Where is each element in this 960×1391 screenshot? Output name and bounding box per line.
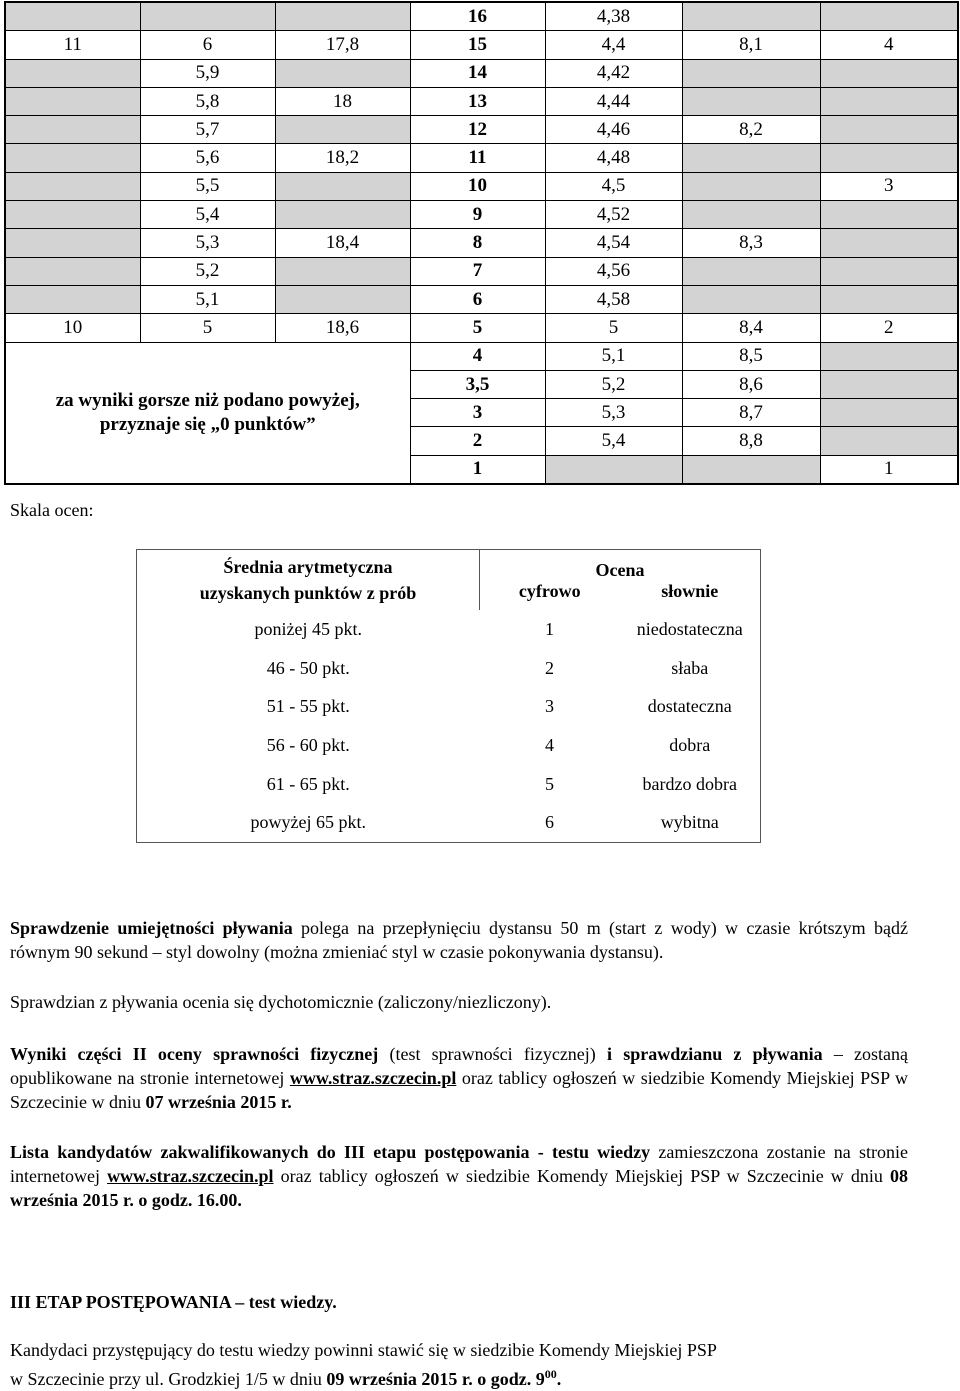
score-cell: 15 bbox=[410, 31, 545, 59]
grade-header-words: słownie bbox=[661, 581, 719, 601]
score-table-body bbox=[5, 2, 958, 484]
score-cell bbox=[820, 229, 958, 257]
results-text-3: oraz tablicy ogłoszeń w siedzibie Komendy Miejskiej PSP w Szczecinie w dniu bbox=[10, 1068, 908, 1112]
grade-header-group: Ocena bbox=[595, 560, 645, 580]
score-cell: 8,2 bbox=[682, 116, 820, 144]
score-cell: 11 bbox=[410, 144, 545, 172]
results-bold-1: Wyniki części II oceny sprawności fizycznej bbox=[10, 1044, 379, 1064]
score-cell: 5,4 bbox=[545, 427, 682, 455]
score-cell bbox=[820, 59, 958, 87]
stage-paragraph bbox=[10, 1338, 908, 1391]
score-cell: 3 bbox=[410, 399, 545, 427]
score-cell bbox=[5, 229, 140, 257]
score-row bbox=[5, 257, 958, 285]
score-cell bbox=[682, 2, 820, 31]
score-cell: 17,8 bbox=[275, 31, 410, 59]
grade-name: dostateczna bbox=[647, 696, 732, 717]
grade-range: 61 - 65 pkt. bbox=[266, 773, 350, 794]
score-note-line2: przyznaje się „0 punktów” bbox=[99, 413, 316, 435]
score-cell: 6 bbox=[410, 285, 545, 313]
stage-text-2: w Szczecinie przy ul. Grodzkiej 1/5 w dniu bbox=[10, 1369, 327, 1389]
score-cell: 4,46 bbox=[545, 116, 682, 144]
results-link[interactable]: www.straz.szczecin.pl bbox=[289, 1068, 457, 1088]
grade-name: niedostateczna bbox=[636, 618, 743, 639]
score-cell: 5,9 bbox=[140, 59, 275, 87]
score-cell bbox=[140, 2, 275, 31]
score-cell: 3 bbox=[820, 172, 958, 200]
results-date: 07 września 2015 r. bbox=[145, 1092, 292, 1112]
score-cell bbox=[682, 172, 820, 200]
list-link[interactable]: www.straz.szczecin.pl bbox=[107, 1166, 274, 1186]
score-cell: 18,6 bbox=[275, 314, 410, 342]
list-bold: Lista kandydatów zakwalifikowanych do III etapu postępowania - testu wiedzy bbox=[10, 1142, 651, 1162]
grade-number: 3 bbox=[545, 696, 554, 717]
list-paragraph bbox=[10, 1140, 908, 1212]
score-cell bbox=[5, 87, 140, 115]
grade-range: poniżej 45 pkt. bbox=[254, 618, 362, 639]
grade-name: bardzo dobra bbox=[642, 773, 737, 794]
score-cell bbox=[820, 399, 958, 427]
grade-range: 51 - 55 pkt. bbox=[266, 696, 350, 717]
grade-table bbox=[136, 549, 761, 843]
grade-header-row bbox=[137, 550, 761, 582]
grade-table-body bbox=[137, 550, 761, 843]
score-cell bbox=[682, 455, 820, 484]
swim-text: polega na przepłynięciu dystansu 50 m (start z wody) w czasie krótszym bądź równym 90 sekund – styl dowolny (można zmieniać styl w czasie pokonywania dystansu). bbox=[10, 918, 908, 962]
score-cell bbox=[682, 201, 820, 229]
grade-header-average-line1: Średnia arytmetyczna bbox=[223, 557, 393, 577]
results-paragraph bbox=[10, 1042, 908, 1114]
scale-label: Skala ocen: bbox=[10, 500, 94, 520]
stage-sup: 00 bbox=[544, 1367, 557, 1381]
score-row bbox=[5, 31, 958, 59]
list-date: 08 września 2015 r. o godz. 16.00. bbox=[10, 1166, 908, 1210]
score-cell bbox=[5, 116, 140, 144]
score-cell: 18,4 bbox=[275, 229, 410, 257]
score-cell bbox=[5, 285, 140, 313]
score-cell: 5 bbox=[140, 314, 275, 342]
score-cell: 8,8 bbox=[682, 427, 820, 455]
score-cell bbox=[5, 201, 140, 229]
score-row bbox=[5, 342, 958, 370]
score-cell: 4 bbox=[410, 342, 545, 370]
score-cell: 16 bbox=[410, 2, 545, 31]
stage-text-1: Kandydaci przystępujący do testu wiedzy powinni stawić się w siedzibie Komendy Miejskiej PSP bbox=[10, 1340, 717, 1360]
score-cell: 18,2 bbox=[275, 144, 410, 172]
score-cell: 5,4 bbox=[140, 201, 275, 229]
score-cell: 5,2 bbox=[140, 257, 275, 285]
score-cell bbox=[820, 342, 958, 370]
stage-end: . bbox=[556, 1369, 562, 1389]
score-cell bbox=[820, 285, 958, 313]
score-row bbox=[5, 144, 958, 172]
grade-range: 56 - 60 pkt. bbox=[266, 734, 350, 755]
score-cell bbox=[275, 257, 410, 285]
score-cell: 4 bbox=[820, 31, 958, 59]
grade-header-average-line2: uzyskanych punktów z prób bbox=[199, 583, 417, 603]
score-cell: 5,6 bbox=[140, 144, 275, 172]
score-cell: 4,4 bbox=[545, 31, 682, 59]
score-cell: 7 bbox=[410, 257, 545, 285]
score-cell: 1 bbox=[820, 455, 958, 484]
grade-header-numeric: cyfrowo bbox=[518, 581, 581, 601]
grade-row bbox=[137, 687, 761, 726]
score-cell: 18 bbox=[275, 87, 410, 115]
score-note bbox=[5, 342, 410, 484]
score-cell: 8,3 bbox=[682, 229, 820, 257]
score-cell: 1 bbox=[410, 455, 545, 484]
score-row bbox=[5, 201, 958, 229]
score-cell bbox=[275, 2, 410, 31]
score-cell bbox=[275, 201, 410, 229]
score-cell: 4,52 bbox=[545, 201, 682, 229]
score-cell bbox=[820, 87, 958, 115]
score-cell: 5,1 bbox=[545, 342, 682, 370]
score-row bbox=[5, 116, 958, 144]
score-cell: 3,5 bbox=[410, 370, 545, 398]
score-cell bbox=[820, 144, 958, 172]
score-cell bbox=[820, 201, 958, 229]
score-cell: 10 bbox=[410, 172, 545, 200]
stage-heading: III ETAP POSTĘPOWANIA – test wiedzy. bbox=[10, 1292, 337, 1312]
score-cell bbox=[820, 427, 958, 455]
score-cell bbox=[275, 59, 410, 87]
grade-number: 2 bbox=[545, 657, 554, 678]
score-cell bbox=[275, 116, 410, 144]
score-cell bbox=[5, 2, 140, 31]
grade-range: powyżej 65 pkt. bbox=[250, 812, 366, 833]
score-cell: 8,6 bbox=[682, 370, 820, 398]
score-cell bbox=[5, 144, 140, 172]
score-cell: 4,5 bbox=[545, 172, 682, 200]
grade-range: 46 - 50 pkt. bbox=[266, 657, 350, 678]
results-text-2: – zostaną opublikowane na stronie internetowej bbox=[10, 1044, 909, 1088]
results-bold-2: i sprawdzianu z pływania bbox=[607, 1044, 823, 1064]
grade-row bbox=[137, 803, 761, 842]
score-cell bbox=[820, 116, 958, 144]
score-cell bbox=[682, 285, 820, 313]
grade-name: wybitna bbox=[660, 812, 719, 833]
score-row bbox=[5, 229, 958, 257]
swim-bold: Sprawdzenie umiejętności pływania bbox=[10, 918, 293, 938]
score-cell: 4,42 bbox=[545, 59, 682, 87]
grade-number: 5 bbox=[545, 773, 554, 794]
score-cell: 4,44 bbox=[545, 87, 682, 115]
score-cell bbox=[682, 144, 820, 172]
score-cell: 4,58 bbox=[545, 285, 682, 313]
results-text-1: (test sprawności fizycznej) bbox=[378, 1044, 607, 1064]
score-cell bbox=[275, 172, 410, 200]
score-cell bbox=[682, 59, 820, 87]
score-cell: 8,5 bbox=[682, 342, 820, 370]
score-cell: 5 bbox=[410, 314, 545, 342]
score-cell: 13 bbox=[410, 87, 545, 115]
score-cell bbox=[820, 2, 958, 31]
score-cell: 5,1 bbox=[140, 285, 275, 313]
score-cell: 6 bbox=[140, 31, 275, 59]
score-cell: 4,48 bbox=[545, 144, 682, 172]
score-row bbox=[5, 59, 958, 87]
score-cell bbox=[682, 87, 820, 115]
score-cell: 2 bbox=[410, 427, 545, 455]
score-cell bbox=[820, 370, 958, 398]
score-cell: 8 bbox=[410, 229, 545, 257]
score-cell: 4,54 bbox=[545, 229, 682, 257]
score-cell: 5,3 bbox=[140, 229, 275, 257]
grade-number: 1 bbox=[545, 618, 554, 639]
score-cell: 5,5 bbox=[140, 172, 275, 200]
grade-name: słaba bbox=[671, 657, 709, 678]
score-cell: 11 bbox=[5, 31, 140, 59]
score-cell: 5,2 bbox=[545, 370, 682, 398]
score-cell: 12 bbox=[410, 116, 545, 144]
swim-eval-paragraph: Sprawdzian z pływania ocenia się dychotomicznie (zaliczony/niezliczony). bbox=[10, 992, 552, 1012]
score-row bbox=[5, 172, 958, 200]
list-text-2: oraz tablicy ogłoszeń w siedzibie Komendy Miejskiej PSP w Szczecinie w dniu bbox=[273, 1166, 890, 1186]
score-table bbox=[4, 1, 959, 485]
grade-row bbox=[137, 649, 761, 688]
score-cell bbox=[545, 455, 682, 484]
grade-row bbox=[137, 765, 761, 804]
score-cell: 5 bbox=[545, 314, 682, 342]
score-cell: 14 bbox=[410, 59, 545, 87]
score-cell bbox=[820, 257, 958, 285]
grade-number: 4 bbox=[545, 734, 554, 755]
score-cell: 4,56 bbox=[545, 257, 682, 285]
score-cell bbox=[5, 172, 140, 200]
score-cell bbox=[5, 59, 140, 87]
grade-row bbox=[137, 726, 761, 765]
score-cell: 8,7 bbox=[682, 399, 820, 427]
score-cell: 8,1 bbox=[682, 31, 820, 59]
score-row bbox=[5, 2, 958, 31]
score-cell: 10 bbox=[5, 314, 140, 342]
grade-number: 6 bbox=[545, 812, 554, 833]
score-cell: 4,38 bbox=[545, 2, 682, 31]
score-cell bbox=[275, 285, 410, 313]
score-note-line1: za wyniki gorsze niż podano powyżej, bbox=[55, 389, 360, 411]
score-row bbox=[5, 87, 958, 115]
grade-name: dobra bbox=[669, 734, 711, 755]
grade-header-average bbox=[137, 550, 480, 611]
score-cell: 2 bbox=[820, 314, 958, 342]
score-cell: 5,3 bbox=[545, 399, 682, 427]
grade-row bbox=[137, 610, 761, 649]
score-row bbox=[5, 314, 958, 342]
score-cell: 5,8 bbox=[140, 87, 275, 115]
swim-paragraph bbox=[10, 916, 908, 964]
score-cell bbox=[5, 257, 140, 285]
stage-date: 09 września 2015 r. o godz. 9 bbox=[326, 1369, 545, 1389]
score-row bbox=[5, 285, 958, 313]
score-cell bbox=[682, 257, 820, 285]
score-cell: 8,4 bbox=[682, 314, 820, 342]
score-cell: 9 bbox=[410, 201, 545, 229]
score-cell: 5,7 bbox=[140, 116, 275, 144]
list-text-1: zamieszczona zostanie na stronie internetowej bbox=[10, 1142, 909, 1186]
